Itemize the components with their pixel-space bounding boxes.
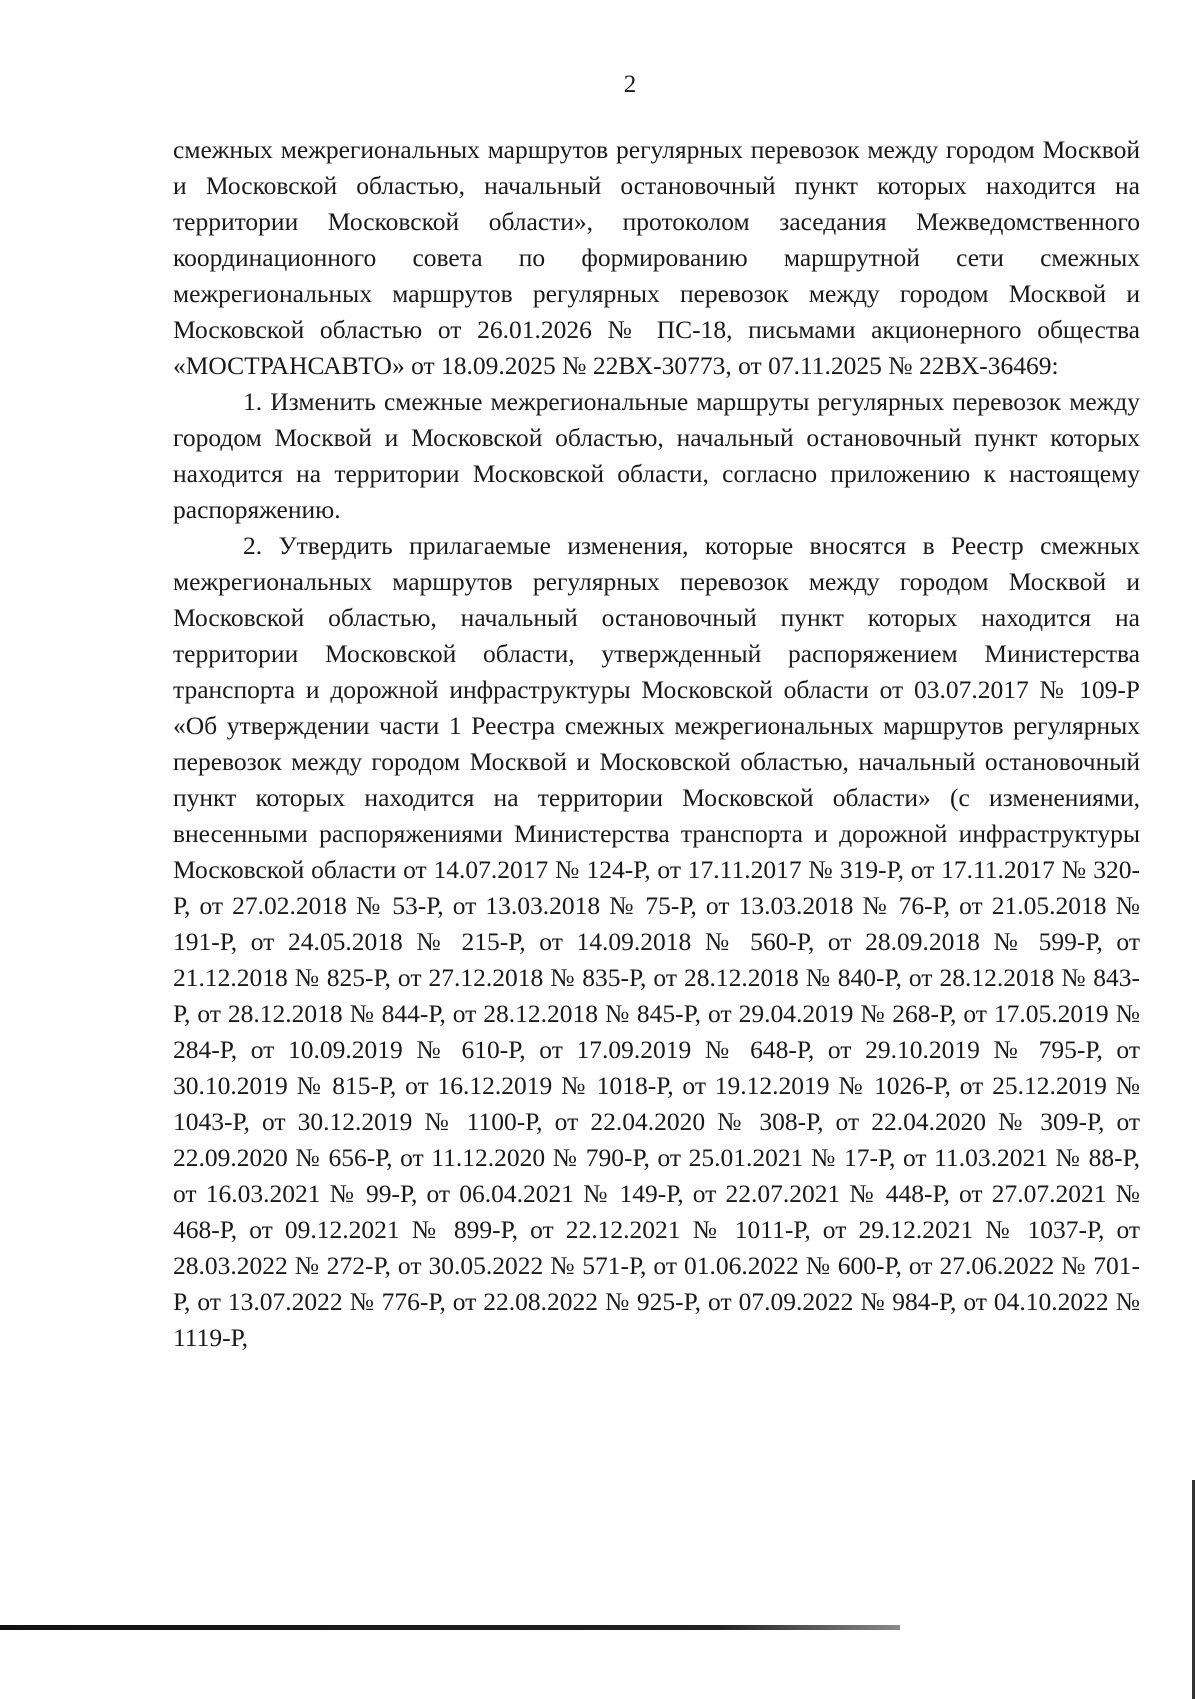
paragraph-item-1: 1. Изменить смежные межрегиональные маршруты регулярных перевозок между городом Москвой и Московской областью, начальный остановочный пункт которых находится на территории Московской области, согласно приложению к настоящему распоряжению. [173, 387, 1140, 524]
paragraph-item-2: 2. Утвердить прилагаемые изменения, которые вносятся в Реестр смежных межрегиональных маршрутов регулярных перевозок между городом Москвой и Московской областью, начальный остановочный пункт которых находится на территории Московской области, утвержденный распоряжением Министерства транспорта и дорожной инфраструктуры Московской области от 03.07.2017 № 109-Р «Об утверждении части 1 Реестра смежных межрегиональных маршрутов регулярных перевозок между городом Москвой и Московской областью, начальный остановочный пункт которых находится на территории Московской области» (с изменениями, внесенными распоряжениями Министерства транспорта и дорожной инфраструктуры Московской области от 14.07.2017 № 124-Р, от 17.11.2017 № 319-Р, от 17.11.2017 № 320-Р, от 27.02.2018 № 53-Р, от 13.03.2018 № 75-Р, от 13.03.2018 № 76-Р, от 21.05.2018 № 191-Р, от 24.05.2018 № 215-Р, от 14.09.2018 № 560-Р, от 28.09.2018 № 599-Р, от 21.12.2018 № 825-Р, от 27.12.2018 № 835-Р, от 28.12.2018 № 840-Р, от 28.12.2018 № 843-Р, от 28.12.2018 № 844-Р, от 28.12.2018 № 845-Р, от 29.04.2019 № 268-Р, от 17.05.2019 № 284-Р, от 10.09.2019 № 610-Р, от 17.09.2019 № 648-Р, от 29.10.2019 № 795-Р, от 30.10.2019 № 815-Р, от 16.12.2019 № 1018-Р, от 19.12.2019 № 1026-Р, от 25.12.2019 № 1043-Р, от 30.12.2019 № 1100-Р, от 22.04.2020 № 308-Р, от 22.04.2020 № 309-Р, от 22.09.2020 № 656-Р, от 11.12.2020 № 790-Р, от 25.01.2021 № 17-Р, от 11.03.2021 № 88-Р, от 16.03.2021 № 99-Р, от 06.04.2021 № 149-Р, от 22.07.2021 № 448-Р, от 27.07.2021 № 468-Р, от 09.12.2021 № 899-Р, от 22.12.2021 № 1011-Р, от 29.12.2021 № 1037-Р, от 28.03.2022 № 272-Р, от 30.05.2022 № 571-Р, от 01.06.2022 № 600-Р, от 27.06.2022 № 701-Р, от 13.07.2022 № 776-Р, от 22.08.2022 № 925-Р, от 07.09.2022 № 984-Р, от 04.10.2022 № 1119-Р, [173, 531, 1140, 1352]
scan-artifact-line [0, 1625, 900, 1630]
paragraph-continuation: смежных межрегиональных маршрутов регулярных перевозок между городом Москвой и Московской областью, начальный остановочный пункт которых находится на территории Московской области», протоколом заседания Межведомственного координационного совета по формированию маршрутной сети смежных межрегиональных маршрутов регулярных перевозок между городом Москвой и Московской областью от 26.01.2026 № ПС-18, письмами акционерного общества «МОСТРАНСАВТО» от 18.09.2025 № 22ВХ-30773, от 07.11.2025 № 22ВХ-36469: [173, 135, 1140, 380]
page-number: 2 [623, 71, 637, 98]
document-body [173, 132, 1140, 1356]
scan-artifact-edge [1192, 1480, 1195, 1699]
